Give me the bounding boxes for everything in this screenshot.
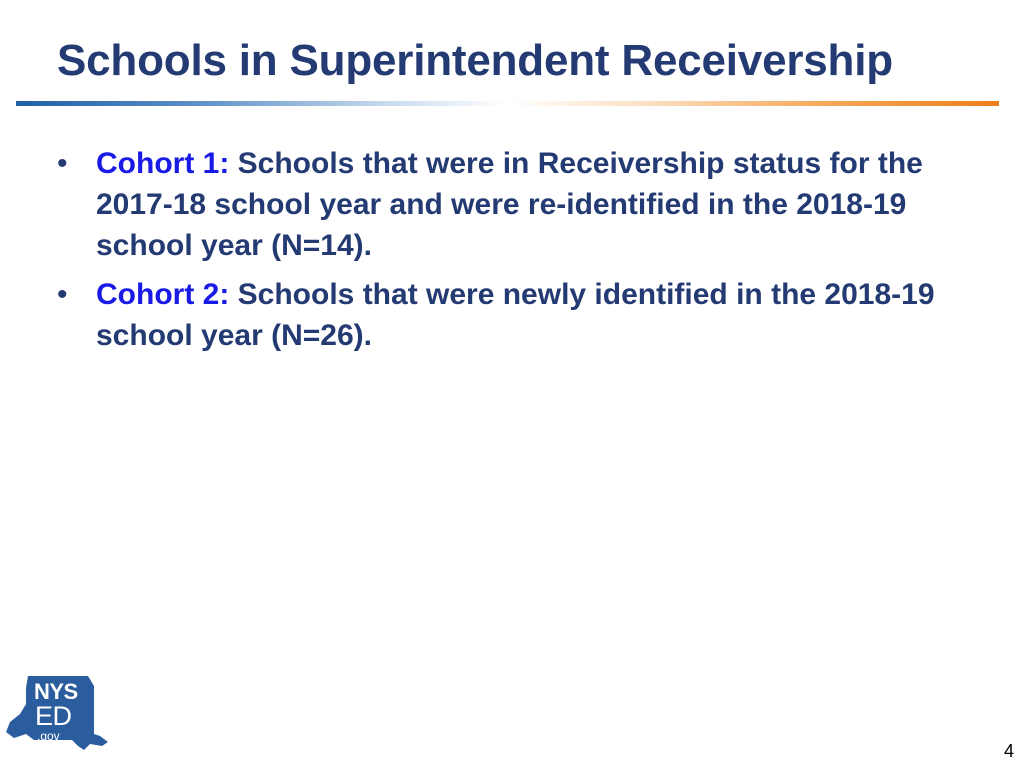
cohort-1-label: Cohort 1: — [96, 147, 230, 180]
logo-text-ed: ED — [35, 701, 72, 731]
cohort-1-text: Schools that were in Receivership status for the 2017-18 school year and were re-identified in the 2018-19 school year (N=14). — [96, 147, 923, 262]
bullet-item-cohort-1 — [57, 143, 957, 266]
bullet-list — [57, 143, 957, 364]
nysed-logo — [4, 674, 108, 756]
cohort-2-label: Cohort 2: — [96, 278, 230, 311]
logo-text-gov: .gov — [37, 729, 60, 743]
bullet-dot-icon: • — [57, 147, 68, 180]
bullet-item-cohort-2 — [57, 274, 957, 356]
logo-text-nys: NYS — [34, 679, 78, 704]
slide-title: Schools in Superintendent Receivership — [57, 36, 893, 85]
title-divider — [16, 101, 999, 106]
cohort-2-text: Schools that were newly identified in the 2018-19 school year (N=26). — [96, 278, 935, 352]
page-number: 4 — [1003, 741, 1014, 761]
bullet-dot-icon: • — [57, 278, 68, 311]
